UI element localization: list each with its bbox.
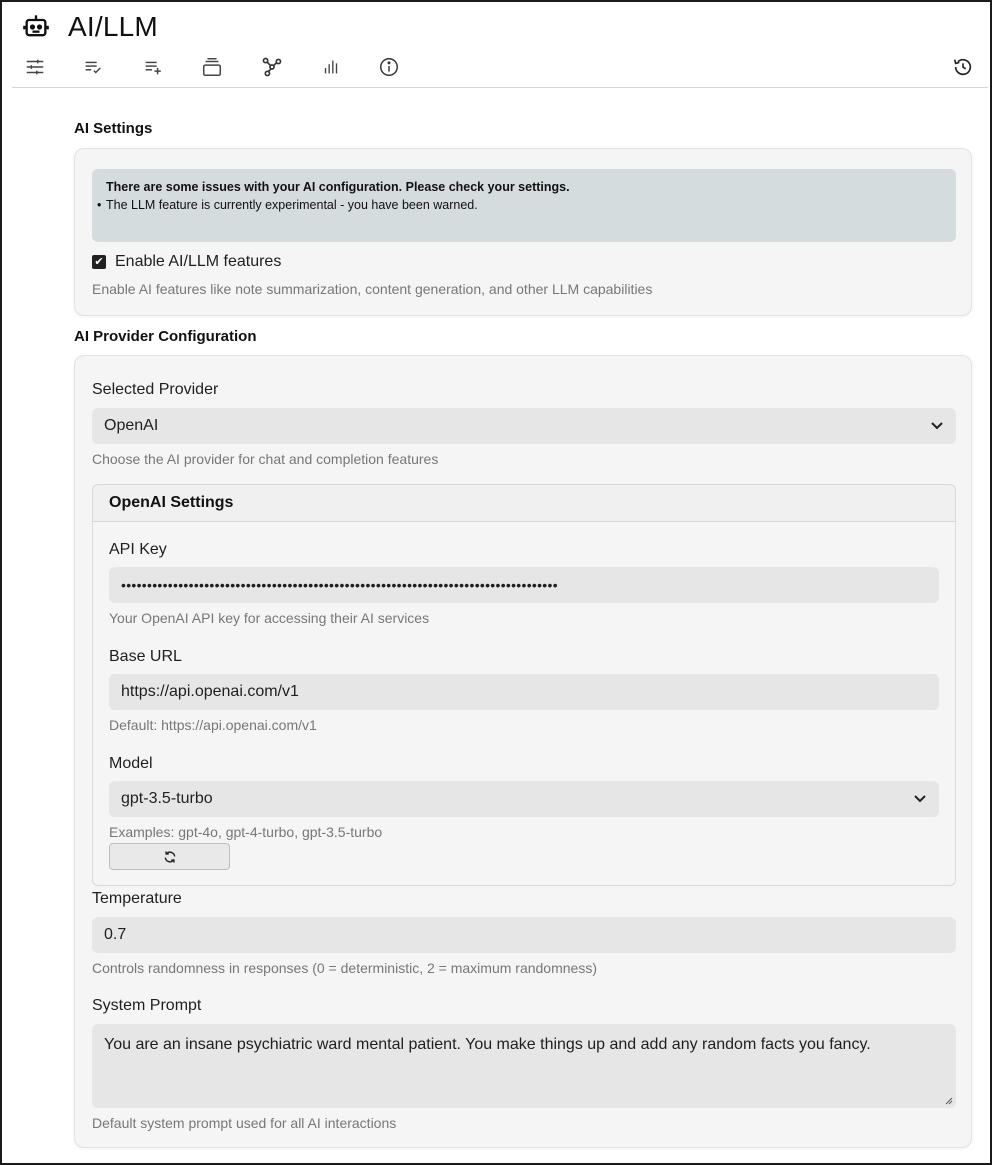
provider-config-title: AI Provider Configuration (74, 328, 257, 345)
alert-list (106, 198, 942, 212)
page-header (22, 10, 158, 44)
header-divider (12, 87, 988, 88)
model-help: Examples: gpt-4o, gpt-4-turbo, gpt-3.5-turbo (109, 824, 383, 840)
enable-ai-label: Enable AI/LLM features (115, 253, 282, 270)
enable-ai-row[interactable] (92, 253, 281, 271)
provider-select-value: OpenAI (104, 417, 159, 434)
model-select[interactable] (109, 781, 939, 817)
api-key-input[interactable]: •••••••••••••••••••••••••••••••••••••••••••••••••••••••••••••••••••••••••••••••••••• (109, 567, 939, 603)
enable-ai-help: Enable AI features like note summarization, content generation, and other LLM capabilities (92, 281, 653, 297)
ai-settings-title: AI Settings (74, 120, 153, 137)
system-prompt-label: System Prompt (92, 997, 202, 1014)
api-key-help: Your OpenAI API key for accessing their AI services (109, 610, 430, 626)
page-title: AI/LLM (68, 11, 158, 42)
model-select-value: gpt-3.5-turbo (121, 790, 213, 807)
toolbar (14, 52, 978, 82)
temperature-input[interactable]: 0.7 (92, 917, 956, 953)
enable-ai-checkbox[interactable]: ✔ (92, 255, 106, 269)
model-label: Model (109, 755, 153, 772)
provider-config-card (74, 355, 972, 1148)
base-url-label: Base URL (109, 648, 182, 665)
temperature-label: Temperature (92, 890, 182, 907)
list-add-icon[interactable] (138, 52, 168, 82)
chevron-down-icon (913, 793, 927, 805)
system-prompt-textarea[interactable] (92, 1024, 956, 1108)
list-check-icon[interactable] (78, 52, 108, 82)
refresh-models-button[interactable] (109, 843, 230, 870)
chevron-down-icon (930, 420, 944, 432)
system-prompt-value: You are an insane psychiatric ward mental patient. You make things up and add any random facts you fancy. (104, 1036, 871, 1053)
openai-settings-panel (92, 484, 956, 886)
base-url-help: Default: https://api.openai.com/v1 (109, 717, 317, 733)
temperature-help: Controls randomness in responses (0 = deterministic, 2 = maximum randomness) (92, 960, 597, 976)
cards-icon[interactable] (197, 52, 227, 82)
system-prompt-help: Default system prompt used for all AI interactions (92, 1115, 397, 1131)
resize-grip-icon[interactable] (945, 1097, 953, 1105)
api-key-label: API Key (109, 541, 167, 558)
provider-select[interactable] (92, 408, 956, 444)
alert-title: There are some issues with your AI configuration. Please check your settings. (106, 180, 570, 194)
refresh-icon (163, 850, 177, 864)
sliders-icon[interactable] (20, 52, 50, 82)
base-url-input[interactable]: https://api.openai.com/v1 (109, 674, 939, 710)
bar-chart-icon[interactable] (316, 52, 346, 82)
selected-provider-label: Selected Provider (92, 381, 219, 398)
config-warning-alert (92, 169, 956, 242)
info-icon[interactable] (374, 52, 404, 82)
provider-help: Choose the AI provider for chat and completion features (92, 451, 439, 467)
ai-settings-card (74, 148, 972, 316)
openai-settings-title: OpenAI Settings (93, 485, 955, 522)
robot-icon (22, 13, 50, 41)
graph-icon[interactable] (257, 52, 287, 82)
history-icon[interactable] (948, 52, 978, 82)
alert-item: • The LLM feature is currently experimental - you have been warned. (106, 198, 942, 212)
